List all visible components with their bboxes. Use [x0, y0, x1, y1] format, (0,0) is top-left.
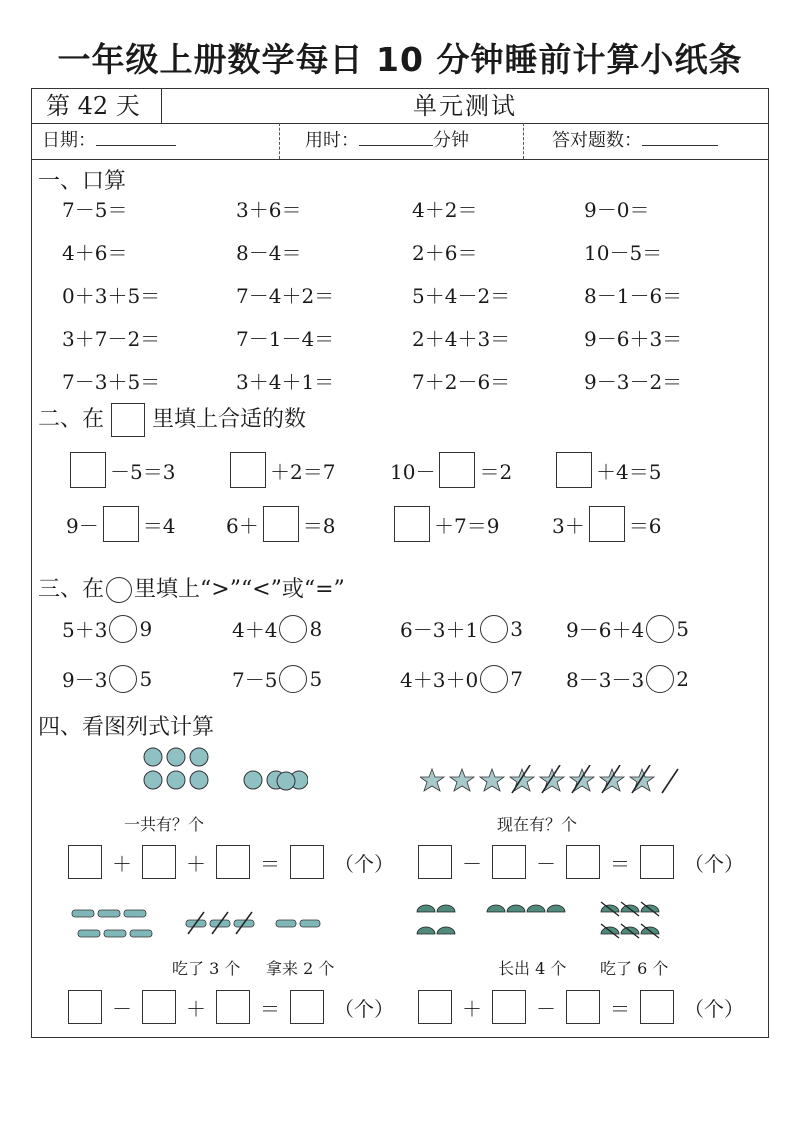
expression-right: ＝6	[628, 513, 662, 538]
section2-heading-post: 里填上合适的数	[152, 407, 307, 432]
fill-box-item	[226, 506, 335, 542]
mental-math-item: 8－1－6＝	[584, 284, 683, 308]
star-icon	[480, 769, 504, 791]
answer-circle[interactable]	[646, 615, 674, 643]
operator: ＝	[610, 851, 630, 876]
answer-box[interactable]	[216, 845, 250, 879]
operator: －	[536, 996, 556, 1021]
answer-box[interactable]	[492, 845, 526, 879]
answer-box[interactable]	[68, 990, 102, 1024]
mental-math-item: 3＋7－2＝	[62, 327, 161, 351]
leaf-icon	[417, 927, 435, 934]
date-cell	[42, 123, 277, 159]
answer-box[interactable]	[142, 990, 176, 1024]
mental-math-item: 7－1－4＝	[236, 327, 335, 351]
mental-math-item: 4＋6＝	[62, 241, 128, 265]
compare-left: 5＋3	[62, 618, 108, 642]
answer-box[interactable]	[418, 990, 452, 1024]
compare-left: 6－3＋1	[400, 618, 479, 642]
expression-left: 6＋	[226, 513, 259, 538]
compare-item	[232, 614, 322, 643]
expression-left: 9－	[66, 513, 99, 538]
compare-item	[232, 664, 322, 693]
answer-box[interactable]	[142, 845, 176, 879]
time-cell	[279, 123, 523, 159]
leaf-icon	[437, 927, 455, 934]
compare-item	[62, 614, 152, 643]
operator: ＝	[260, 851, 280, 876]
fill-box-item	[226, 452, 335, 488]
operator: －	[112, 996, 132, 1021]
score-label: 答对题数：	[552, 130, 642, 151]
equation-1	[68, 845, 394, 879]
leaf-icon	[437, 905, 455, 912]
apple-icon	[277, 772, 295, 790]
legend-box-icon	[111, 403, 145, 437]
mental-math-item: 3＋6＝	[236, 198, 302, 222]
star-icon	[510, 769, 534, 791]
compare-item	[62, 664, 152, 693]
cross-out-mark	[662, 769, 678, 793]
compare-right: 5	[676, 616, 689, 641]
caption-brought-2: 拿来 2 个	[266, 959, 335, 978]
legend-circle-icon	[106, 577, 132, 603]
expression-right: －5＝3	[110, 459, 176, 484]
expression-right: ＋2＝7	[270, 459, 336, 484]
caterpillar-icon	[276, 920, 296, 927]
caterpillar-icon	[72, 910, 94, 917]
expression-left: 3＋	[552, 513, 585, 538]
time-blank[interactable]	[359, 123, 433, 146]
expression-right: ＝4	[142, 513, 176, 538]
answer-box[interactable]	[589, 506, 625, 542]
section3-heading-pre: 三、在	[38, 577, 105, 602]
compare-item	[566, 614, 689, 643]
expression-left: 10－	[390, 459, 436, 484]
star-icon	[450, 769, 474, 791]
section2-heading-pre: 二、在	[38, 407, 105, 432]
mental-math-item: 8－4＝	[236, 241, 302, 265]
caterpillar-icon	[104, 930, 126, 937]
leaf-icon	[487, 905, 505, 912]
mental-math-item: 4＋2＝	[412, 198, 478, 222]
apple-icon	[144, 771, 162, 789]
caterpillar-icon	[78, 930, 100, 937]
answer-box[interactable]	[492, 990, 526, 1024]
answer-box[interactable]	[290, 990, 324, 1024]
compare-right: 9	[139, 616, 153, 641]
answer-circle[interactable]	[109, 665, 137, 693]
expression-right: ＋4＝5	[596, 459, 662, 484]
day-label: 第 42 天	[32, 89, 162, 123]
section3-heading-post: 里填上“>”“<”或“=”	[134, 577, 345, 602]
operator: ＝	[610, 996, 630, 1021]
date-blank[interactable]	[96, 123, 176, 146]
section4-heading: 四、看图列式计算	[38, 715, 215, 740]
score-blank[interactable]	[642, 123, 718, 146]
apple-icon	[144, 748, 162, 766]
section2-heading	[38, 402, 306, 437]
expression-right: ＝8	[302, 513, 336, 538]
compare-item	[400, 664, 523, 693]
operator: －	[462, 851, 482, 876]
compare-left: 4＋4	[232, 618, 278, 642]
answer-box[interactable]	[566, 845, 600, 879]
caterpillar-icon	[130, 930, 152, 937]
compare-right: 2	[676, 666, 689, 691]
caterpillar-icon	[98, 910, 120, 917]
apple-icon	[244, 771, 262, 789]
operator: ＝	[260, 996, 280, 1021]
answer-circle[interactable]	[279, 615, 307, 643]
unit-label: （个）	[684, 851, 744, 876]
date-label: 日期：	[42, 130, 96, 151]
equation-4	[418, 990, 744, 1024]
time-unit: 分钟	[433, 130, 469, 151]
caption-apples: 一共有？个	[124, 815, 205, 834]
answer-box[interactable]	[418, 845, 452, 879]
answer-box[interactable]	[566, 990, 600, 1024]
page-title: 一年级上册数学每日 10 分钟睡前计算小纸条	[57, 40, 743, 79]
compare-item	[566, 664, 689, 693]
answer-box[interactable]	[103, 506, 139, 542]
caption-grew-4: 长出 4 个	[498, 959, 567, 978]
apple-icon	[167, 771, 185, 789]
worksheet	[31, 88, 769, 1038]
apple-icon	[167, 748, 185, 766]
info-row	[32, 123, 768, 160]
answer-box[interactable]	[290, 845, 324, 879]
caterpillar-icon	[300, 920, 320, 927]
fill-box-item	[66, 452, 175, 488]
answer-circle[interactable]	[480, 665, 508, 693]
caption-eaten-3: 吃了 3 个	[172, 959, 241, 978]
leaves-picture	[415, 898, 675, 948]
leaf-icon	[527, 905, 545, 912]
compare-left: 4＋3＋0	[400, 668, 479, 692]
operator: ＋	[112, 851, 132, 876]
operator: ＋	[462, 996, 482, 1021]
answer-circle[interactable]	[646, 665, 674, 693]
compare-right: 5	[309, 666, 323, 691]
expression-right: ＋7＝9	[434, 513, 500, 538]
section1-heading: 一、口算	[38, 169, 127, 194]
mental-math-item: 7－4＋2＝	[236, 284, 335, 308]
compare-right: 8	[309, 616, 323, 641]
fill-box-item	[552, 452, 661, 488]
apple-icon	[190, 748, 208, 766]
fill-box-item	[390, 506, 499, 542]
mental-math-item: 9－3－2＝	[584, 370, 683, 394]
mental-math-item: 9－6＋3＝	[584, 327, 683, 351]
header-row	[32, 89, 768, 124]
mental-math-item: 2＋4＋3＝	[412, 327, 511, 351]
star-icon	[570, 769, 594, 791]
caterpillar-icon	[124, 910, 146, 917]
caption-eaten-6: 吃了 6 个	[600, 959, 669, 978]
unit-title: 单元测试	[413, 92, 517, 120]
mental-math-item: 0＋3＋5＝	[62, 284, 161, 308]
star-icon	[630, 769, 654, 791]
answer-box[interactable]	[439, 452, 475, 488]
answer-circle[interactable]	[480, 615, 508, 643]
answer-box[interactable]	[640, 845, 674, 879]
answer-circle[interactable]	[109, 615, 137, 643]
operator: ＋	[186, 996, 206, 1021]
answer-box[interactable]	[70, 452, 106, 488]
answer-box[interactable]	[216, 990, 250, 1024]
equation-3	[68, 990, 394, 1024]
fill-box-item	[552, 506, 661, 542]
star-icon	[420, 769, 444, 791]
mental-math-item: 3＋4＋1＝	[236, 370, 335, 394]
section3-heading	[38, 572, 345, 603]
fill-box-item	[66, 506, 175, 542]
operator: ＋	[186, 851, 206, 876]
unit-label: （个）	[334, 851, 394, 876]
leaf-icon	[417, 905, 435, 912]
answer-circle[interactable]	[279, 665, 307, 693]
expression-right: ＝2	[479, 459, 513, 484]
compare-left: 7－5	[232, 668, 278, 692]
compare-left: 9－3	[62, 668, 108, 692]
leaf-icon	[507, 905, 525, 912]
answer-box[interactable]	[68, 845, 102, 879]
mental-math-item: 7－5＝	[62, 198, 128, 222]
answer-box[interactable]	[230, 452, 266, 488]
answer-box[interactable]	[394, 506, 430, 542]
fill-box-item	[390, 452, 512, 488]
time-label: 用时：	[305, 130, 359, 151]
compare-left: 9－6＋4	[566, 618, 645, 642]
score-cell	[523, 123, 770, 159]
compare-right: 5	[139, 666, 153, 691]
star-icon	[540, 769, 564, 791]
mental-math-item: 7－3＋5＝	[62, 370, 161, 394]
apple-icon	[190, 771, 208, 789]
caterpillars-picture	[68, 900, 328, 950]
answer-box[interactable]	[556, 452, 592, 488]
mental-math-item: 2＋6＝	[412, 241, 478, 265]
answer-box[interactable]	[640, 990, 674, 1024]
compare-right: 7	[510, 666, 523, 691]
compare-right: 3	[510, 616, 523, 641]
star-icon	[600, 769, 624, 791]
unit-label: （个）	[334, 996, 394, 1021]
equation-2	[418, 845, 744, 879]
answer-box[interactable]	[263, 506, 299, 542]
leaf-icon	[547, 905, 565, 912]
caption-stars: 现在有？个	[497, 815, 578, 834]
compare-item	[400, 614, 523, 643]
compare-left: 8－3－3	[566, 668, 645, 692]
single-apple-picture	[270, 765, 310, 805]
operator: －	[536, 851, 556, 876]
mental-math-item: 7＋2－6＝	[412, 370, 511, 394]
mental-math-item: 10－5＝	[584, 241, 663, 265]
mental-math-item: 9－0＝	[584, 198, 650, 222]
mental-math-item: 5＋4－2＝	[412, 284, 511, 308]
stars-picture	[420, 765, 680, 805]
unit-label: （个）	[684, 996, 744, 1021]
